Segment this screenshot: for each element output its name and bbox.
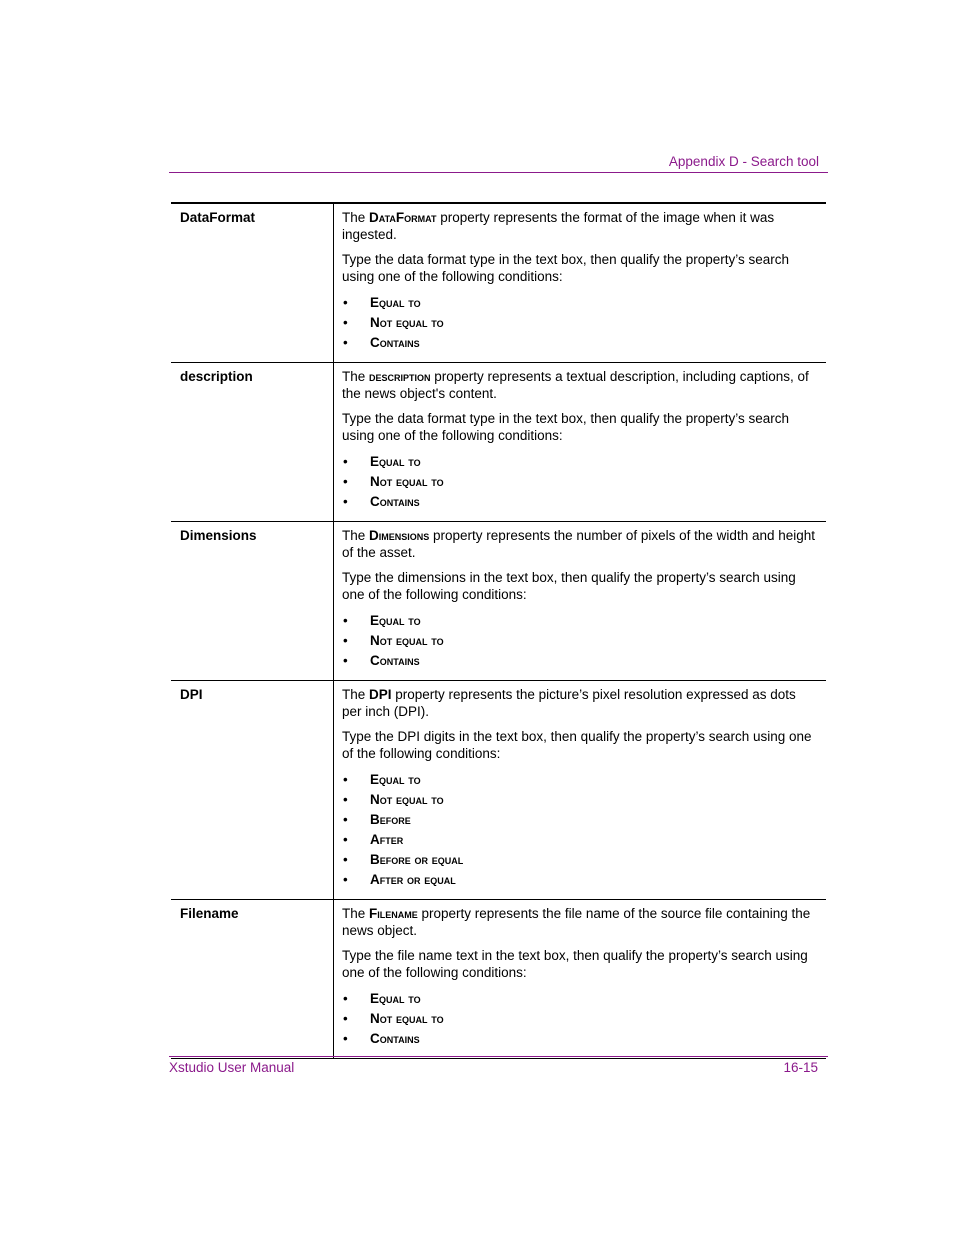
property-term: DPI <box>369 687 392 702</box>
bullet-icon: • <box>343 772 348 787</box>
property-name: description <box>171 363 334 522</box>
condition-item: • Equal to <box>342 452 818 472</box>
property-intro: The Filename property represents the file name of the source file containing the news object. <box>342 906 811 938</box>
bullet-icon: • <box>343 872 348 887</box>
property-instruction: Type the dimensions in the text box, then qualify the property’s search using one of the following conditions: <box>342 570 796 602</box>
condition-item: • Equal to <box>342 611 818 631</box>
condition-list <box>342 611 818 671</box>
condition-item: • Not equal to <box>342 631 818 651</box>
bullet-icon: • <box>343 295 348 310</box>
property-description <box>334 363 827 522</box>
property-instruction: Type the data format type in the text box, then qualify the property’s search using one of the following conditions: <box>342 411 790 443</box>
bullet-icon: • <box>343 1031 348 1046</box>
footer-manual-title: Xstudio User Manual <box>169 1060 295 1075</box>
property-description <box>334 900 827 1059</box>
condition-item: • Before <box>342 810 818 830</box>
property-term: Dimensions <box>369 528 430 543</box>
condition-list <box>342 452 818 512</box>
condition-item: • Contains <box>342 333 818 353</box>
condition-item: • Equal to <box>342 770 818 790</box>
condition-item: • Contains <box>342 1029 818 1049</box>
condition-item: • Not equal to <box>342 790 818 810</box>
bullet-icon: • <box>343 633 348 648</box>
condition-item: • Equal to <box>342 293 818 313</box>
property-description <box>334 522 827 681</box>
condition-item: • Before or equal <box>342 850 818 870</box>
bullet-icon: • <box>343 315 348 330</box>
condition-item: • After <box>342 830 818 850</box>
property-term: Filename <box>369 906 418 921</box>
bullet-icon: • <box>343 454 348 469</box>
header-divider <box>169 172 828 173</box>
footer-divider <box>169 1056 828 1057</box>
property-intro: The DataFormat property represents the format of the image when it was ingested. <box>342 210 775 242</box>
bullet-icon: • <box>343 792 348 807</box>
page-number: 16-15 <box>783 1060 818 1075</box>
property-name: Dimensions <box>171 522 334 681</box>
bullet-icon: • <box>343 494 348 509</box>
bullet-icon: • <box>343 812 348 827</box>
bullet-icon: • <box>343 1011 348 1026</box>
condition-item: • After or equal <box>342 870 818 890</box>
table-row <box>171 900 826 1059</box>
table-row <box>171 681 826 900</box>
bullet-icon: • <box>343 335 348 350</box>
property-term: DataFormat <box>369 210 437 225</box>
bullet-icon: • <box>343 852 348 867</box>
bullet-icon: • <box>343 832 348 847</box>
table-row <box>171 363 826 522</box>
property-intro: The description property represents a textual description, including captions, of the news object's content. <box>342 369 809 401</box>
property-intro: The Dimensions property represents the number of pixels of the width and height of the asset. <box>342 528 816 560</box>
condition-item: • Contains <box>342 492 818 512</box>
property-description <box>334 203 827 363</box>
property-instruction: Type the DPI digits in the text box, then qualify the property’s search using one of the following conditions: <box>342 729 812 761</box>
bullet-icon: • <box>343 653 348 668</box>
bullet-icon: • <box>343 474 348 489</box>
condition-item: • Equal to <box>342 989 818 1009</box>
bullet-icon: • <box>343 991 348 1006</box>
condition-list <box>342 989 818 1049</box>
property-intro: The DPI property represents the picture’s pixel resolution expressed as dots per inch (DPI). <box>342 687 796 719</box>
running-header: Appendix D - Search tool <box>668 154 819 169</box>
condition-list <box>342 293 818 353</box>
condition-list <box>342 770 818 890</box>
condition-item: • Not equal to <box>342 472 818 492</box>
property-instruction: Type the file name text in the text box, then qualify the property’s search using one of the following conditions: <box>342 948 808 980</box>
table-row <box>171 522 826 681</box>
property-name: DPI <box>171 681 334 900</box>
property-term: description <box>369 369 431 384</box>
property-description <box>334 681 827 900</box>
property-name: Filename <box>171 900 334 1059</box>
condition-item: • Not equal to <box>342 313 818 333</box>
condition-item: • Contains <box>342 651 818 671</box>
property-name: DataFormat <box>171 203 334 363</box>
condition-item: • Not equal to <box>342 1009 818 1029</box>
table-row <box>171 203 826 363</box>
bullet-icon: • <box>343 613 348 628</box>
property-table <box>171 202 826 1059</box>
property-instruction: Type the data format type in the text box, then qualify the property’s search using one of the following conditions: <box>342 252 790 284</box>
